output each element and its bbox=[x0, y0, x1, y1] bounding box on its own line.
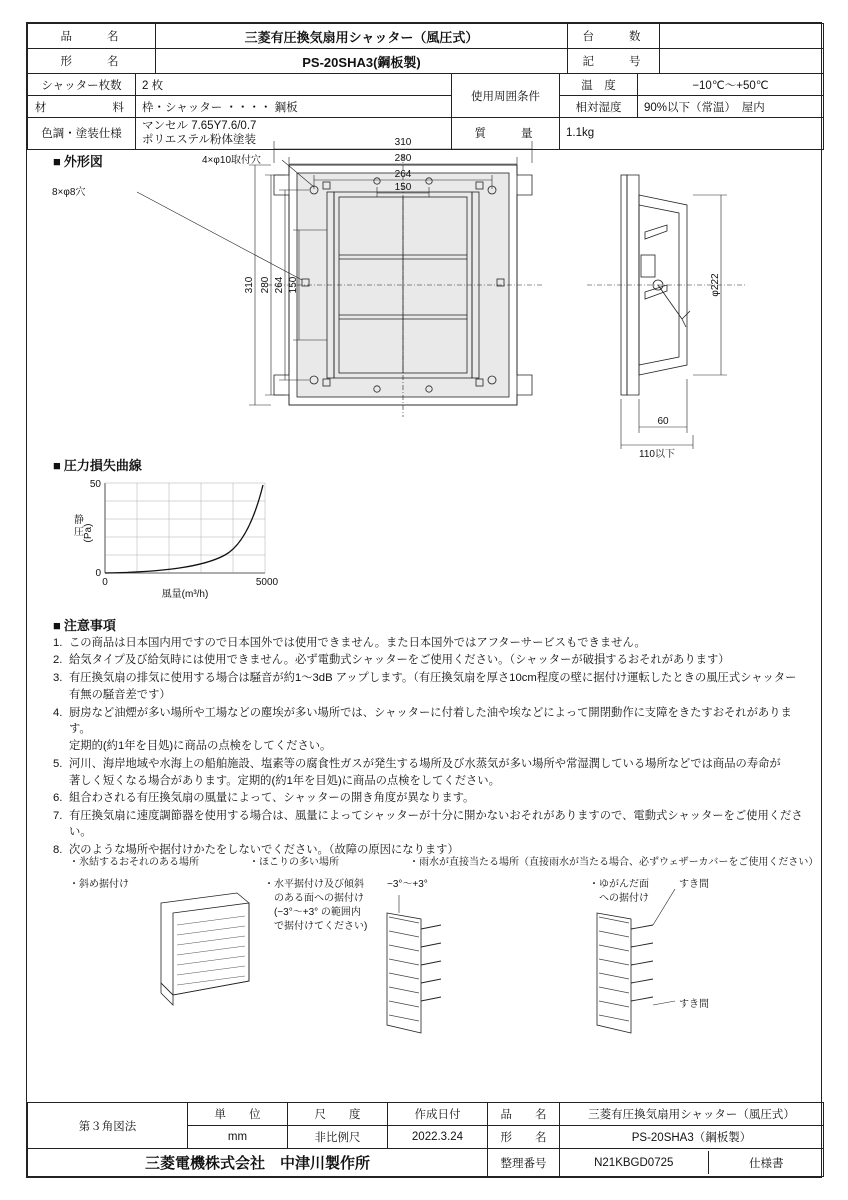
header-block bbox=[27, 23, 823, 74]
doc-number-label: 整理番号 bbox=[488, 1149, 560, 1177]
caution-fig-gap-1: すき間 bbox=[679, 879, 709, 890]
caution-num: 6. bbox=[53, 792, 63, 805]
footer-block bbox=[27, 1102, 823, 1177]
caution-fig-label-10: への据付け bbox=[599, 893, 649, 904]
material-label: 材 料 bbox=[28, 96, 136, 118]
caution-fig-label-3: ・ほこりの多い場所 bbox=[249, 857, 339, 868]
spec-block bbox=[27, 73, 823, 150]
caution-figures bbox=[69, 855, 819, 1065]
illustration-warped-wall bbox=[597, 889, 675, 1033]
caution-text: 厨房など油煙が多い場所や工場などの塵埃が多い場所では、シャッターに付着した油や埃などによって開閉動作に支障をきたすおそれがあります。 bbox=[69, 706, 792, 735]
caution-text: 給気タイプ及び給気時には使用できません。必ず電動式シャッターをご使用ください。（シャッターが破損するおそれがあります） bbox=[69, 654, 730, 667]
caution-fig-label-1: ・氷結するおそれのある場所 bbox=[69, 857, 199, 868]
table-row bbox=[28, 1103, 824, 1126]
dim-top-150: 150 bbox=[394, 182, 412, 193]
footer-name-value: 三菱有圧換気扇用シャッター（風圧式） bbox=[560, 1103, 824, 1126]
dim-top-310: 310 bbox=[394, 137, 412, 148]
chart-xtick-min: 0 bbox=[102, 577, 108, 588]
table-row bbox=[28, 1149, 824, 1177]
dim-left-150: 150 bbox=[288, 276, 299, 294]
color-finish-line1: マンセル 7.65Y7.6/0.7 bbox=[142, 120, 257, 132]
symbol-label: 記 号 bbox=[568, 49, 660, 74]
chart-ylabel-1: 静 bbox=[74, 515, 84, 526]
footer-model-value: PS-20SHA3（鋼板製） bbox=[560, 1126, 824, 1149]
chart-ytick-max: 50 bbox=[89, 479, 101, 490]
list-item bbox=[53, 705, 803, 738]
caution-text: 次のような場所や据付けかたをしないでください。（故障の原因になります） bbox=[69, 843, 459, 856]
caution-text: 有圧換気扇に速度調節器を使用する場合は、風量によってシャッターが十分に開かないおそれがありますので、電動式シャッターをご使用ください。 bbox=[69, 809, 803, 839]
chart-ylabel-2: 圧 bbox=[74, 527, 84, 538]
mass-label: 質 量 bbox=[452, 118, 560, 150]
doc-number-value: N21KBGD0725 bbox=[560, 1151, 708, 1174]
unit-count-label: 台 数 bbox=[568, 24, 660, 49]
illustration-wall-angle bbox=[387, 895, 441, 1033]
dim-side-110: 110以下 bbox=[639, 449, 675, 460]
symbol-value bbox=[660, 49, 824, 74]
caution-num bbox=[53, 773, 69, 789]
caution-num: 8. bbox=[53, 843, 63, 856]
scale-label: 尺 度 bbox=[288, 1103, 388, 1126]
company-name: 三菱電機株式会社 中津川製作所 bbox=[28, 1149, 488, 1177]
temperature-value: −10℃〜+50℃ bbox=[638, 74, 824, 96]
spec-table bbox=[27, 73, 824, 150]
caution-figures-svg bbox=[69, 855, 819, 1065]
dim-top-280: 280 bbox=[394, 153, 412, 164]
list-item bbox=[53, 635, 803, 651]
caution-fig-label-7: で据付けてください) bbox=[274, 921, 368, 932]
list-item bbox=[53, 670, 803, 686]
caution-num: 1. bbox=[53, 637, 63, 649]
table-row bbox=[28, 24, 824, 49]
list-item bbox=[53, 652, 803, 668]
list-item bbox=[53, 790, 803, 806]
caution-text: 定期的(約1年を目処)に商品の点検をしてください。 bbox=[69, 740, 332, 753]
note-4-phi10: 4×φ10取付穴 bbox=[202, 155, 262, 166]
material-value: 枠・シャッター ・・・・ 鋼板 bbox=[136, 96, 452, 118]
caution-num: 2. bbox=[53, 654, 63, 667]
dim-top-264: 264 bbox=[394, 169, 412, 180]
pressure-loss-chart-svg bbox=[53, 475, 373, 605]
table-row bbox=[28, 96, 824, 118]
projection-method: 第３角図法 bbox=[28, 1103, 188, 1149]
shutter-count-label: シャッター枚数 bbox=[28, 74, 136, 96]
doc-number-cell bbox=[560, 1149, 824, 1177]
doc-type-value: 仕様書 bbox=[749, 1157, 784, 1170]
dim-side-60: 60 bbox=[657, 416, 669, 427]
table-row bbox=[28, 118, 824, 150]
footer-name-label: 品 名 bbox=[488, 1103, 560, 1126]
dim-left-310: 310 bbox=[244, 276, 255, 294]
caution-text: 河川、海岸地域や水海上の船舶施設、塩素等の腐食性ガスが発生する場所及び水蒸気が多い場所や常湿潤している場所などでは商品の寿命が bbox=[69, 757, 781, 770]
chart-xtick-max: 5000 bbox=[255, 577, 279, 588]
caution-fig-label-2: ・斜め据付け bbox=[69, 879, 129, 890]
dim-side-dia: φ222 bbox=[710, 273, 721, 297]
footer-table bbox=[27, 1102, 824, 1177]
chart-xlabel: 風量(m³/h) bbox=[161, 589, 209, 600]
humidity-value: 90%以下（常温） 屋内 bbox=[638, 96, 824, 118]
footer-model-label: 形 名 bbox=[488, 1126, 560, 1149]
ambient-condition-label: 使用周囲条件 bbox=[452, 74, 560, 118]
shutter-count-value: 2 枚 bbox=[136, 74, 452, 96]
date-label: 作成日付 bbox=[388, 1103, 488, 1126]
mass-value: 1.1kg bbox=[560, 118, 824, 150]
chart-ylabel-unit: (Pa) bbox=[83, 523, 94, 543]
note-8-phi8: 8×φ8穴 bbox=[52, 187, 86, 198]
product-name-label: 品 名 bbox=[28, 24, 156, 49]
caution-fig-label-6: (−3°〜+3° の範囲内 bbox=[274, 907, 361, 918]
caution-fig-label-5: のある面への据付け bbox=[274, 893, 364, 904]
caution-fig-label-9: ・ゆがんだ面 bbox=[589, 879, 649, 890]
caution-text: 有無の騒音差です） bbox=[69, 689, 171, 702]
caution-text: 有圧換気扇の排気に使用する場合は騒音が約1〜3dB アップします。（有圧換気扇を厚さ10cm程度の壁に据付け運転したときの風圧式シャッター bbox=[69, 671, 797, 684]
cautions-list bbox=[53, 635, 803, 859]
caution-text: 組合わされる有圧換気扇の風量によって、シャッターの開き角度が異なります。 bbox=[69, 792, 475, 805]
list-item bbox=[53, 808, 803, 841]
unit-count-value bbox=[660, 24, 824, 49]
product-name-value: 三菱有圧換気扇用シャッター（風圧式） bbox=[156, 24, 568, 49]
unit-label: 単 位 bbox=[188, 1103, 288, 1126]
caution-fig-label-8: ・雨水が直接当たる場所（直接雨水が当たる場合、必ずウェザーカバーをご使用ください） bbox=[409, 857, 819, 868]
sheet-border bbox=[26, 22, 822, 1178]
date-value: 2022.3.24 bbox=[388, 1126, 488, 1149]
caution-num bbox=[53, 687, 69, 703]
caution-fig-angle: −3°〜+3° bbox=[387, 879, 428, 890]
list-item bbox=[53, 756, 803, 772]
caution-fig-gap-2: すき間 bbox=[679, 999, 709, 1010]
section-title-outline: ■ 外形図 bbox=[53, 151, 103, 170]
caution-num bbox=[53, 738, 69, 754]
caution-text: この商品は日本国内用ですので日本国外では使用できません。また日本国外ではアフターサービスもできません。 bbox=[69, 637, 646, 649]
caution-num: 7. bbox=[53, 809, 63, 822]
pressure-loss-chart bbox=[53, 475, 373, 605]
model-name-label: 形 名 bbox=[28, 49, 156, 74]
caution-text: 著しく短くなる場合があります。定期的(約1年を目処)に商品の点検をしてください。 bbox=[69, 775, 500, 787]
illustration-tilted-shutter bbox=[161, 893, 249, 1005]
color-finish-label: 色調・塗装仕様 bbox=[28, 118, 136, 150]
temperature-label: 温 度 bbox=[560, 74, 638, 96]
list-item bbox=[53, 738, 803, 754]
table-row bbox=[28, 49, 824, 74]
caution-num: 5. bbox=[53, 757, 63, 770]
list-item bbox=[53, 687, 803, 703]
unit-value: mm bbox=[188, 1126, 288, 1149]
caution-num: 4. bbox=[53, 706, 63, 719]
color-finish-line2: ポリエステル粉体塗装 bbox=[142, 134, 256, 147]
section-title-cautions: ■ 注意事項 bbox=[53, 615, 116, 634]
scale-value: 非比例尺 bbox=[288, 1126, 388, 1149]
humidity-label: 相対湿度 bbox=[560, 96, 638, 118]
caution-num: 3. bbox=[53, 671, 63, 684]
caution-fig-label-4: ・水平据付け及び傾斜 bbox=[264, 879, 364, 890]
chart-ytick-min: 0 bbox=[95, 568, 101, 579]
table-row bbox=[28, 74, 824, 96]
dim-left-280: 280 bbox=[260, 276, 271, 294]
section-title-pressure: ■ 圧力損失曲線 bbox=[53, 455, 142, 474]
header-table bbox=[27, 23, 824, 74]
list-item bbox=[53, 773, 803, 789]
dim-left-264: 264 bbox=[274, 276, 285, 294]
model-name-value: PS-20SHA3(鋼板製) bbox=[156, 49, 568, 74]
